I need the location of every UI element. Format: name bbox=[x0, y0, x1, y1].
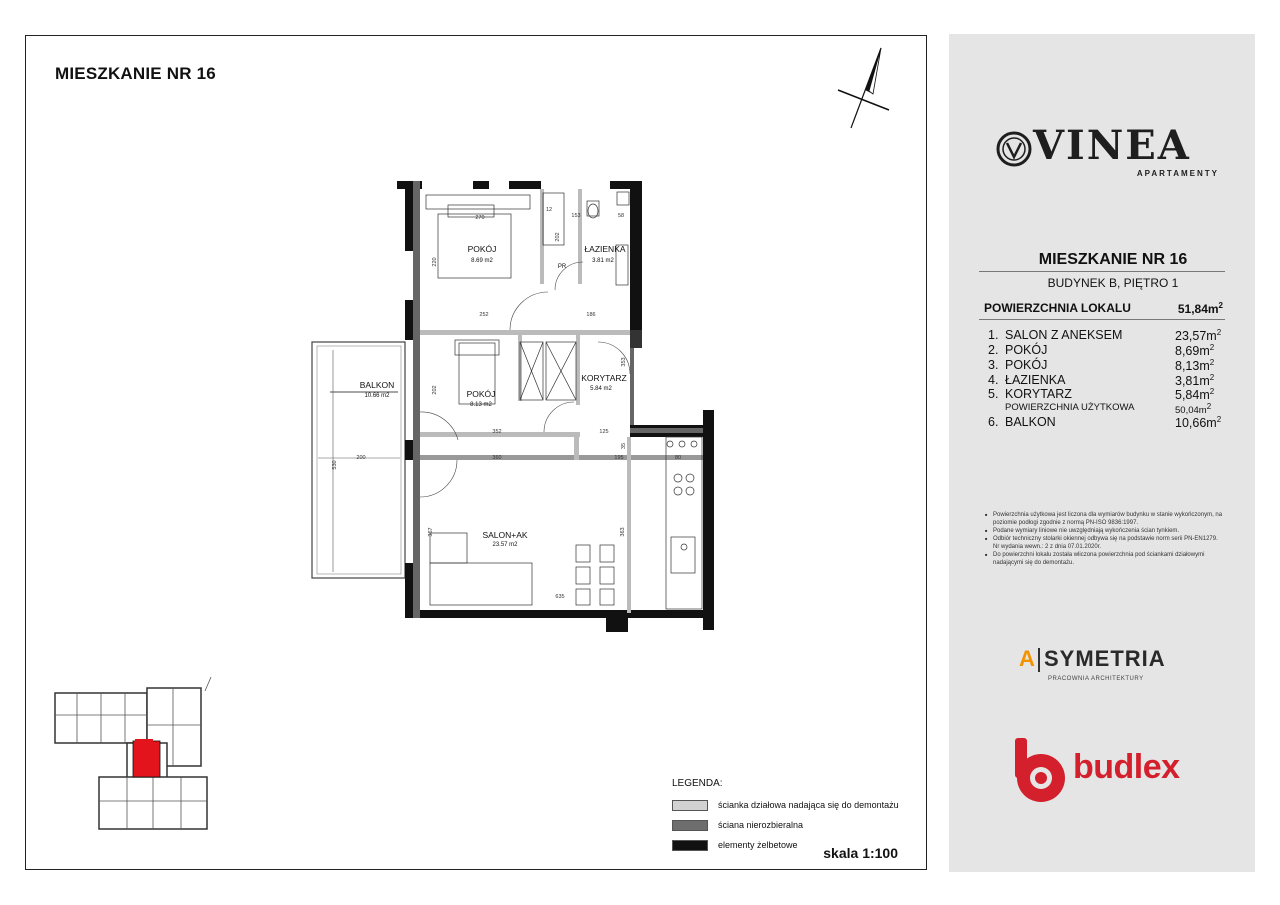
note: ■ Powierzchnia użytkowa jest liczona dla wymiarów budynku w stanie wykończonym, na poziomie podłogi zgodnie z normą PN-ISO 9836:1997. bbox=[985, 511, 1225, 527]
room-number: 2. bbox=[988, 343, 999, 357]
budlex-b-icon bbox=[1011, 738, 1069, 804]
legend-label: ścianka działowa nadająca się do demontażu bbox=[718, 800, 899, 810]
apartment-heading: MIESZKANIE NR 16 bbox=[1038, 251, 1188, 268]
room-label: ŁAZIENKA bbox=[584, 244, 626, 254]
legend-label: elementy żelbetowe bbox=[718, 840, 798, 850]
room-area: 5.84 m2 bbox=[590, 386, 612, 392]
room-area: 10.66 m2 bbox=[364, 393, 390, 399]
room-label: POKÓJ bbox=[467, 244, 497, 254]
walls bbox=[397, 181, 714, 632]
room-area-value: $8,69m^2$ bbox=[1175, 343, 1215, 359]
vinea-wordmark: VINEA bbox=[1033, 122, 1191, 169]
partitions bbox=[420, 189, 703, 613]
legend-item bbox=[672, 815, 912, 835]
room-area-value: $5,84m^2$ bbox=[1175, 387, 1215, 403]
keyplan-highlight bbox=[135, 739, 153, 747]
budlex-wordmark: budlex bbox=[1073, 748, 1180, 786]
room-number: 6. bbox=[988, 415, 999, 429]
dimension-label: 195 bbox=[614, 455, 624, 461]
room-name: SALON Z ANEKSEM bbox=[1005, 328, 1123, 342]
useful-area-row bbox=[988, 402, 1223, 417]
legend-item bbox=[672, 795, 912, 815]
dimension-label: 12 bbox=[545, 207, 553, 213]
total-area-label: POWIERZCHNIA LOKALU bbox=[984, 301, 1131, 315]
room-name: POKÓJ bbox=[1005, 343, 1048, 357]
dimension-label: 35 bbox=[621, 442, 627, 450]
dimension-label: 202 bbox=[432, 385, 438, 395]
room-area: 23.57 m2 bbox=[492, 542, 518, 548]
asymetria-subtitle: PRACOWNIA ARCHITEKTURY bbox=[1048, 676, 1144, 682]
room-number: 5. bbox=[988, 387, 999, 401]
room-area-value: $10,66m^2$ bbox=[1175, 415, 1222, 431]
legend-swatch-structural bbox=[672, 820, 708, 831]
plan-title: MIESZKANIE NR 16 bbox=[55, 64, 216, 83]
fixtures bbox=[426, 192, 702, 609]
asymetria-logo bbox=[1019, 646, 1199, 692]
note: ■ Odbiór techniczny stolarki okiennej odbywa się na podstawie norm serii PN-EN1279. Nr wydania wewn.: 2 z dnia 07.01.2020r. bbox=[985, 535, 1225, 551]
dimension-label: 270 bbox=[475, 215, 485, 221]
legend-swatch-removable bbox=[672, 800, 708, 811]
dimension-label: 353 bbox=[621, 357, 627, 367]
dimension-label: 202 bbox=[555, 232, 561, 242]
vinea-logo bbox=[995, 122, 1219, 186]
room-label: SALON+AK bbox=[482, 530, 528, 540]
room-number: 4. bbox=[988, 373, 999, 387]
dimension-label: 220 bbox=[432, 257, 438, 267]
legend-title: LEGENDA: bbox=[672, 778, 723, 789]
dimension-label: 360 bbox=[492, 455, 502, 461]
divider bbox=[979, 319, 1225, 320]
room-area: 3.81 m2 bbox=[592, 258, 614, 264]
dimension-label: 530 bbox=[332, 460, 338, 470]
dimension-label: 352 bbox=[492, 429, 502, 435]
dimension-label: 635 bbox=[555, 594, 565, 600]
room-area: 8.13 m2 bbox=[470, 402, 492, 408]
asymetria-divider bbox=[1038, 648, 1040, 672]
room-name: KORYTARZ bbox=[1005, 387, 1072, 401]
dimension-label: 200 bbox=[356, 455, 366, 461]
vinea-subtitle: APARTAMENTY bbox=[1136, 169, 1219, 178]
note: ■ Podane wymiary liniowe nie uwzględniają wykończenia ścian tynkiem. bbox=[985, 527, 1225, 535]
dimension-label: 125 bbox=[599, 429, 609, 435]
budlex-logo bbox=[1011, 734, 1211, 804]
bath-label: PR bbox=[557, 264, 567, 270]
total-area-value: $51,84m^2$ bbox=[1177, 301, 1223, 316]
legend-swatch-concrete bbox=[672, 840, 708, 851]
room-label: KORYTARZ bbox=[581, 373, 627, 383]
dimension-label: 186 bbox=[586, 312, 596, 318]
room-row bbox=[988, 373, 1223, 387]
room-row bbox=[988, 343, 1223, 357]
building-key-plan bbox=[45, 675, 215, 845]
room-row bbox=[988, 387, 1223, 401]
room-row bbox=[988, 328, 1223, 342]
room-area-value: $3,81m^2$ bbox=[1175, 373, 1215, 389]
room-name: ŁAZIENKA bbox=[1005, 373, 1066, 387]
room-label: POKÓJ bbox=[466, 389, 496, 399]
dimension-label: 252 bbox=[479, 312, 489, 318]
dimension-label: 367 bbox=[428, 527, 434, 537]
room-area: 8.69 m2 bbox=[471, 258, 493, 264]
building-floor-label: BUDYNEK B, PIĘTRO 1 bbox=[1047, 276, 1179, 290]
dimension-label: 58 bbox=[617, 213, 625, 219]
room-row bbox=[988, 358, 1223, 372]
info-panel bbox=[949, 34, 1255, 872]
total-area-row bbox=[984, 301, 1223, 315]
legend bbox=[672, 778, 912, 855]
notes bbox=[985, 511, 1225, 567]
useful-area-label: POWIERZCHNIA UŻYTKOWA bbox=[1005, 402, 1135, 413]
asymetria-wordmark: SYMETRIA bbox=[1044, 646, 1166, 671]
room-row bbox=[988, 415, 1223, 429]
dimension-label: 80 bbox=[674, 455, 682, 461]
room-name: BALKON bbox=[1005, 415, 1056, 429]
room-number: 3. bbox=[988, 358, 999, 372]
room-area-value: $8,13m^2$ bbox=[1175, 358, 1215, 374]
note: ■ Do powierzchni lokalu została wliczona powierzchnia pod ściankami działowymi nadającymi się do demontażu. bbox=[985, 551, 1225, 567]
asymetria-letter: A bbox=[1019, 646, 1035, 671]
useful-area-value: $50,04m^2$ bbox=[1175, 402, 1212, 417]
room-area-value: $23,57m^2$ bbox=[1175, 328, 1222, 344]
dimension-label: 153 bbox=[571, 213, 581, 219]
scale-label: skala 1:100 bbox=[823, 845, 898, 861]
vinea-emblem-icon bbox=[995, 130, 1033, 168]
legend-label: ściana nierozbieralna bbox=[718, 820, 804, 830]
room-number: 1. bbox=[988, 328, 999, 342]
divider bbox=[979, 271, 1225, 272]
room-label: BALKON bbox=[359, 380, 395, 390]
room-name: POKÓJ bbox=[1005, 358, 1048, 372]
dimension-label: 363 bbox=[620, 527, 626, 537]
